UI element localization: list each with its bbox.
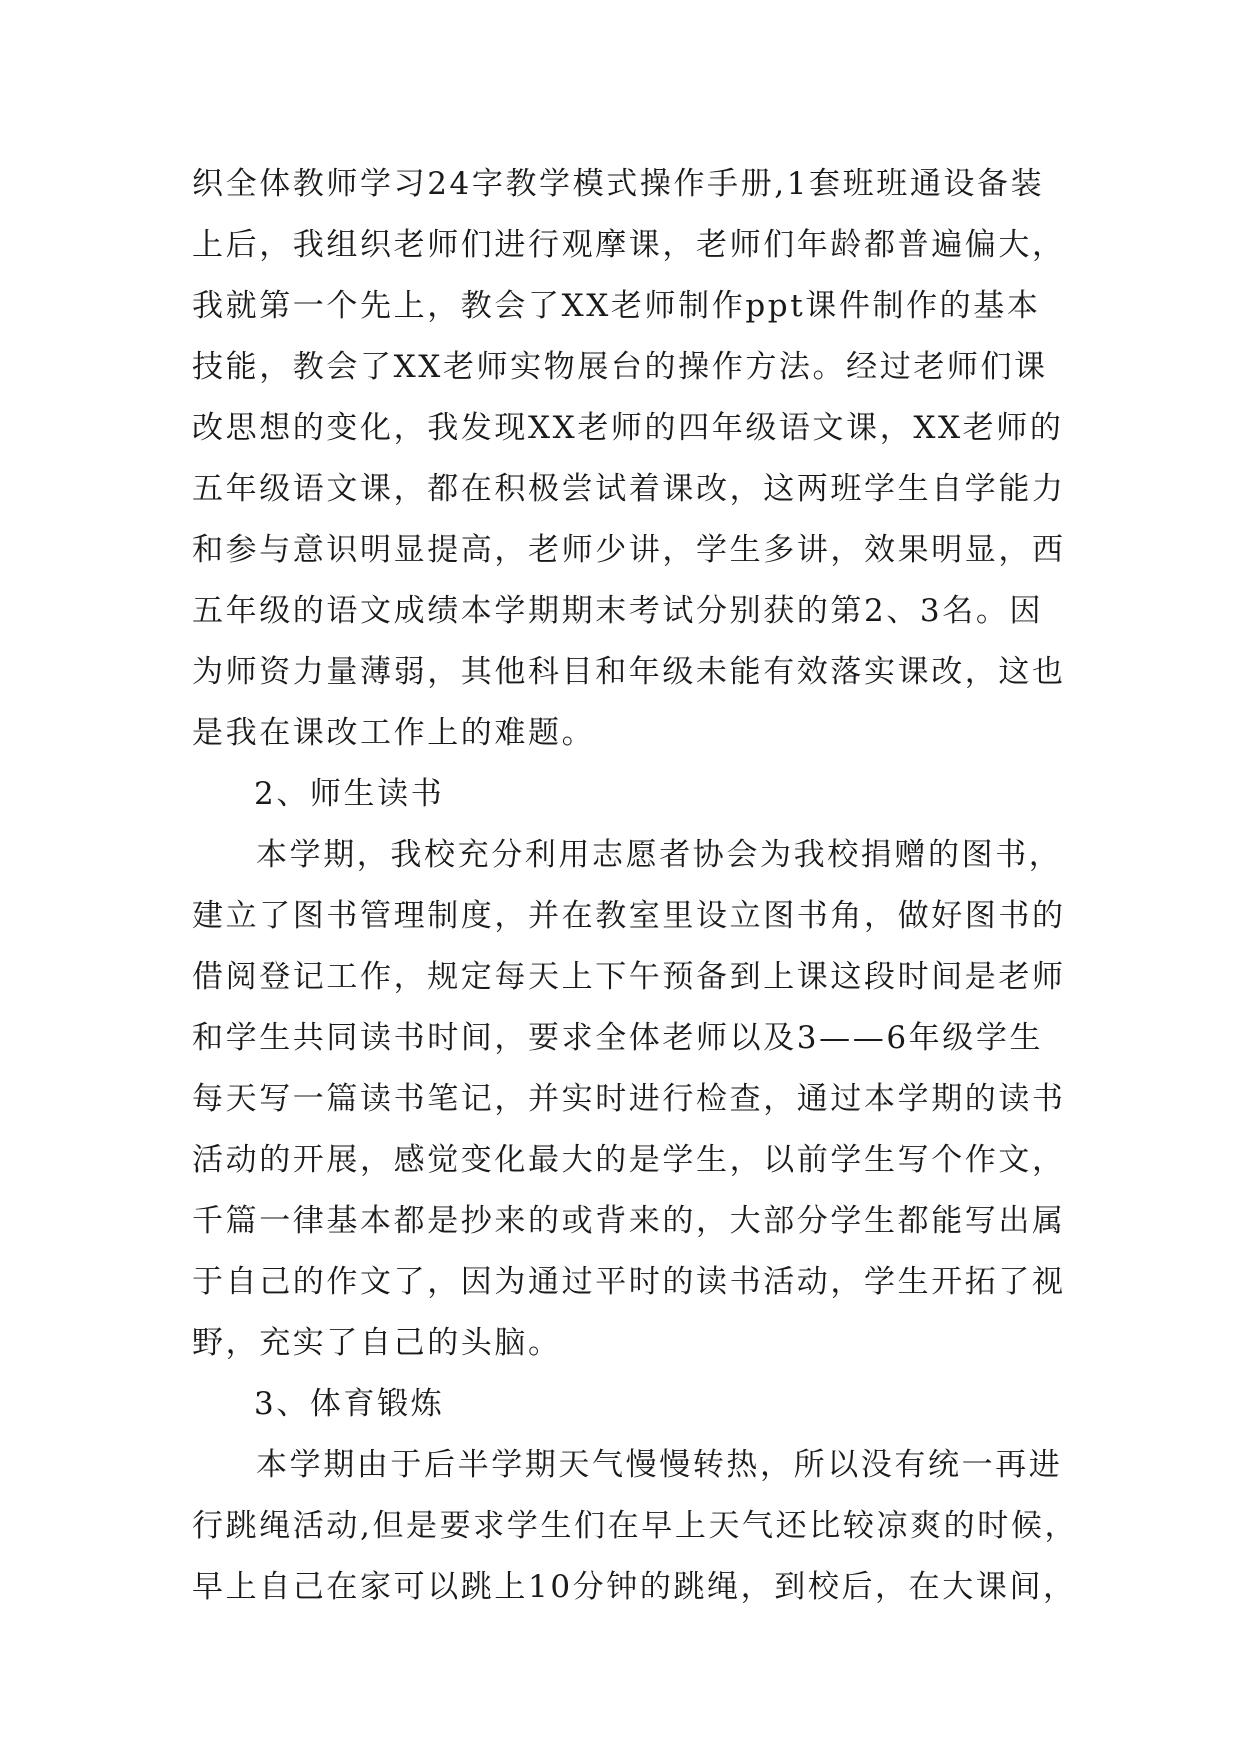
paragraph-line: 和参与意识明显提高，老师少讲，学生多讲，效果明显，西 bbox=[192, 532, 1066, 568]
paragraph-line: 五年级的语文成绩本学期期末考试分别获的第2、3名。因 bbox=[192, 593, 1044, 629]
document-body bbox=[192, 154, 1079, 1618]
paragraph-line: 本学期由于后半学期天气慢慢转热，所以没有统一再进 bbox=[256, 1447, 1063, 1483]
section-heading: 2、师生读书 bbox=[254, 776, 445, 812]
paragraph-line: 千篇一律基本都是抄来的或背来的，大部分学生都能写出属 bbox=[192, 1203, 1066, 1239]
paragraph-line: 活动的开展，感觉变化最大的是学生，以前学生写个作文， bbox=[192, 1142, 1066, 1178]
paragraph-line: 每天写一篇读书笔记，并实时进行检查，通过本学期的读书 bbox=[192, 1081, 1066, 1117]
paragraph-line: 野，充实了自己的头脑。 bbox=[192, 1325, 562, 1361]
paragraph-line: 借阅登记工作，规定每天上下午预备到上课这段时间是老师 bbox=[192, 959, 1066, 995]
paragraph-line: 为师资力量薄弱，其他科目和年级未能有效落实课改，这也 bbox=[192, 654, 1066, 690]
paragraph-line: 和学生共同读书时间，要求全体老师以及3——6年级学生 bbox=[192, 1020, 1044, 1056]
paragraph-line: 建立了图书管理制度，并在教室里设立图书角，做好图书的 bbox=[192, 898, 1066, 934]
paragraph-line: 改思想的变化，我发现XX老师的四年级语文课，XX老师的 bbox=[192, 410, 1064, 446]
paragraph-line: 于自己的作文了，因为通过平时的读书活动，学生开拓了视 bbox=[192, 1264, 1066, 1300]
paragraph-line: 早上自己在家可以跳上10分钟的跳绳，到校后，在大课间， bbox=[192, 1569, 1077, 1605]
section-heading: 3、体育锻炼 bbox=[254, 1386, 445, 1422]
paragraph-line: 上后，我组织老师们进行观摩课，老师们年龄都普遍偏大， bbox=[192, 227, 1066, 263]
paragraph-line: 五年级语文课，都在积极尝试着课改，这两班学生自学能力 bbox=[192, 471, 1066, 507]
paragraph-line: 本学期，我校充分利用志愿者协会为我校捐赠的图书， bbox=[256, 837, 1063, 873]
paragraph-line: 行跳绳活动,但是要求学生们在早上天气还比较凉爽的时候， bbox=[192, 1508, 1079, 1544]
paragraph-line: 织全体教师学习24字教学模式操作手册,1套班班通设备装 bbox=[192, 166, 1045, 202]
paragraph-line: 我就第一个先上，教会了XX老师制作ppt课件制作的基本 bbox=[192, 288, 1041, 324]
paragraph-line: 技能，教会了XX老师实物展台的操作方法。经过老师们课 bbox=[192, 349, 1048, 385]
paragraph-line: 是我在课改工作上的难题。 bbox=[192, 715, 596, 751]
